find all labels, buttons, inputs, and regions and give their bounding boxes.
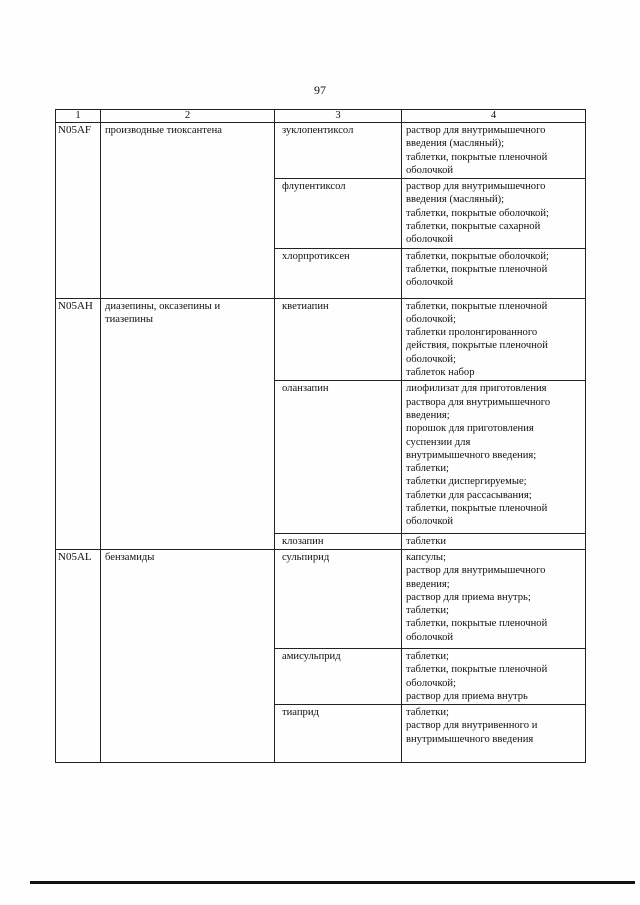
drug-group: производные тиоксантена — [101, 123, 275, 299]
dosage-forms: таблетки, покрытые пленочной оболочкой; таблетки пролонгированного действия, покрытые пленочной оболочкой; таблеток набор — [402, 298, 586, 381]
drug-name: кветиапин — [275, 298, 402, 381]
drug-name: сульпирид — [275, 549, 402, 648]
drug-name: амисульприд — [275, 648, 402, 704]
table-row — [56, 549, 586, 648]
dosage-forms: раствор для внутримышечного введения (масляный); таблетки, покрытые пленочной оболочкой — [402, 123, 586, 179]
table-row — [56, 298, 586, 381]
drug-table — [55, 109, 586, 763]
drug-name: тиаприд — [275, 705, 402, 763]
table-row — [56, 123, 586, 179]
column-header: 2 — [101, 110, 275, 123]
column-header: 3 — [275, 110, 402, 123]
column-header: 4 — [402, 110, 586, 123]
dosage-forms: таблетки, покрытые оболочкой; таблетки, покрытые пленочной оболочкой — [402, 248, 586, 298]
dosage-forms: лиофилизат для приготовления раствора для внутримышечного введения; порошок для приготовления суспензии для внутримышечного введения; таблетки; таблетки диспергируемые; таблетки для рассасывания; таблетки, покрытые пленочной оболочкой — [402, 381, 586, 533]
drug-name: оланзапин — [275, 381, 402, 533]
page-number: 97 — [314, 83, 326, 97]
drug-group: бензамиды — [101, 549, 275, 762]
dosage-forms: таблетки; таблетки, покрытые пленочной оболочкой; раствор для приема внутрь — [402, 648, 586, 704]
drug-name: зуклопентиксол — [275, 123, 402, 179]
dosage-forms: капсулы; раствор для внутримышечного введения; раствор для приема внутрь; таблетки; таблетки, покрытые пленочной оболочкой — [402, 549, 586, 648]
drug-name: флупентиксол — [275, 179, 402, 248]
drug-group: диазепины, оксазепины и тиазепины — [101, 298, 275, 549]
atc-code: N05AL — [56, 549, 101, 762]
atc-code: N05AF — [56, 123, 101, 299]
drug-name: клозапин — [275, 533, 402, 549]
dosage-forms: раствор для внутримышечного введения (масляный); таблетки, покрытые оболочкой; таблетки, покрытые сахарной оболочкой — [402, 179, 586, 248]
drug-name: хлорпротиксен — [275, 248, 402, 298]
column-header: 1 — [56, 110, 101, 123]
atc-code: N05AH — [56, 298, 101, 549]
dosage-forms: таблетки — [402, 533, 586, 549]
dosage-forms: таблетки; раствор для внутривенного и внутримышечного введения — [402, 705, 586, 763]
table-header-row — [56, 110, 586, 123]
bottom-rule — [30, 881, 635, 884]
